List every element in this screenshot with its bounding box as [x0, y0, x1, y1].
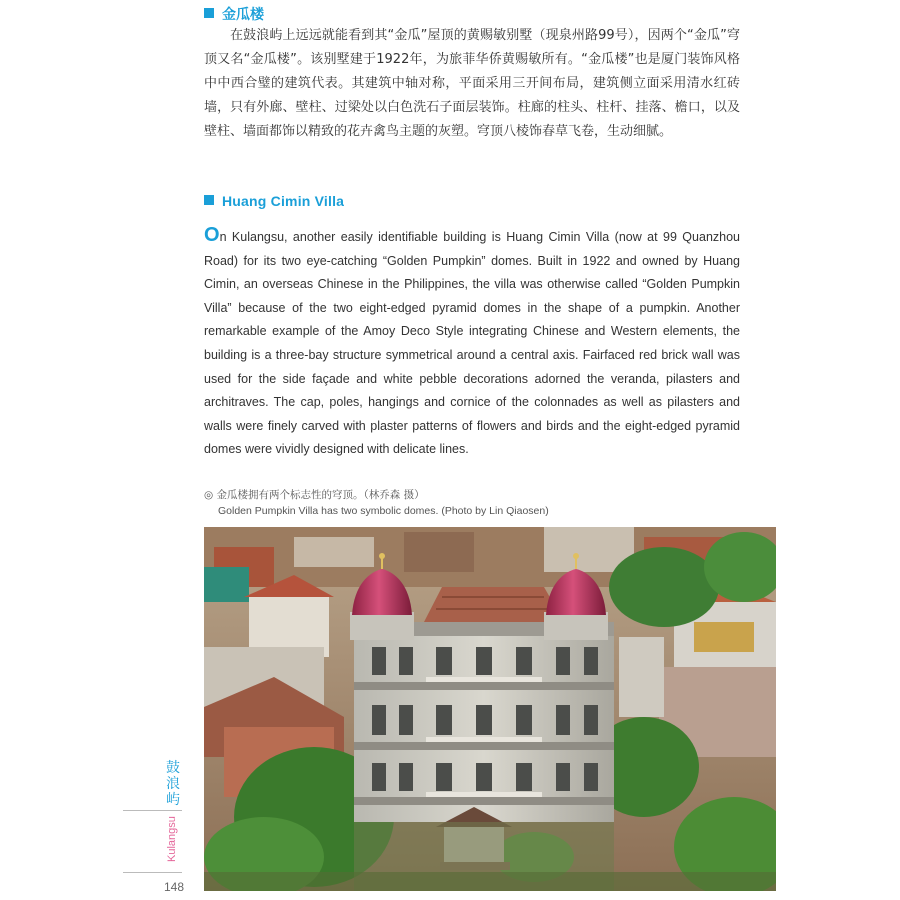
- photo-caption-en: Golden Pumpkin Villa has two symbolic domes. (Photo by Lin Qiaosen): [218, 505, 549, 517]
- sidebar-divider: [123, 872, 182, 873]
- en-section-heading: [204, 193, 344, 209]
- drop-cap: O: [204, 224, 220, 246]
- villa-photo: [204, 527, 776, 891]
- en-body-text: n Kulangsu, another easily identifiable building is Huang Cimin Villa (now at 99 Quanzhou Road) for its two eye-catching “Golden Pumpkin” domes. Built in 1922 and owned by Huang Cimin, an overseas Chinese in the Philippines, the villa was otherwise called “Golden Pumpkin Villa” because of the two eight-edged pyramid domes in the shape of a pumpkin. Another remarkable example of the Amoy Deco Style integrating Chinese and Western elements, the building is a three-bay structure symmetrical around a central axis. Fairfaced red brick wall was used for the side façade and white pebble decorations adorned the veranda, pilasters and architraves. The cap, poles, hangings and cornice of the colonnades as well as pilasters and walls were finely carved with plaster patterns of flowers and birds and the eight-edged pyramid domes were vividly designed with delicate lines.: [204, 230, 740, 457]
- heading-square-icon: [204, 8, 214, 18]
- photo-caption-cn: ◎ 金瓜楼拥有两个标志性的穹顶。（林乔森 摄）: [204, 489, 425, 501]
- cn-section-heading: [204, 4, 264, 24]
- page-number: 148: [164, 880, 185, 894]
- en-heading-text: Huang Cimin Villa: [222, 193, 345, 209]
- heading-square-icon: [204, 195, 214, 205]
- sidebar-en-title: Kulangsu: [166, 816, 178, 862]
- en-body-paragraph: [204, 226, 740, 462]
- sidebar-cn-title: 鼓浪屿: [166, 760, 180, 808]
- cn-heading-text: 金瓜楼: [222, 7, 264, 23]
- sidebar-divider: [123, 810, 182, 811]
- cn-body-paragraph: 在鼓浪屿上远远就能看到其“金瓜”屋顶的黄赐敏别墅（现泉州路99号），因两个“金瓜”穹顶又名“金瓜楼”。该别墅建于1922年，为旅菲华侨黄赐敏所有。“金瓜楼”也是厦门装饰风格中中西合璧的建筑代表。其建筑中轴对称，平面采用三开间布局，建筑侧立面采用清水红砖墙，只有外廊、壁柱、过梁处以白色洗石子面层装饰。柱廊的柱头、柱杆、挂落、檐口，以及壁柱、墙面都饰以精致的花卉禽鸟主题的灰塑。穹顶八棱饰春草飞卷，生动细腻。: [204, 28, 740, 139]
